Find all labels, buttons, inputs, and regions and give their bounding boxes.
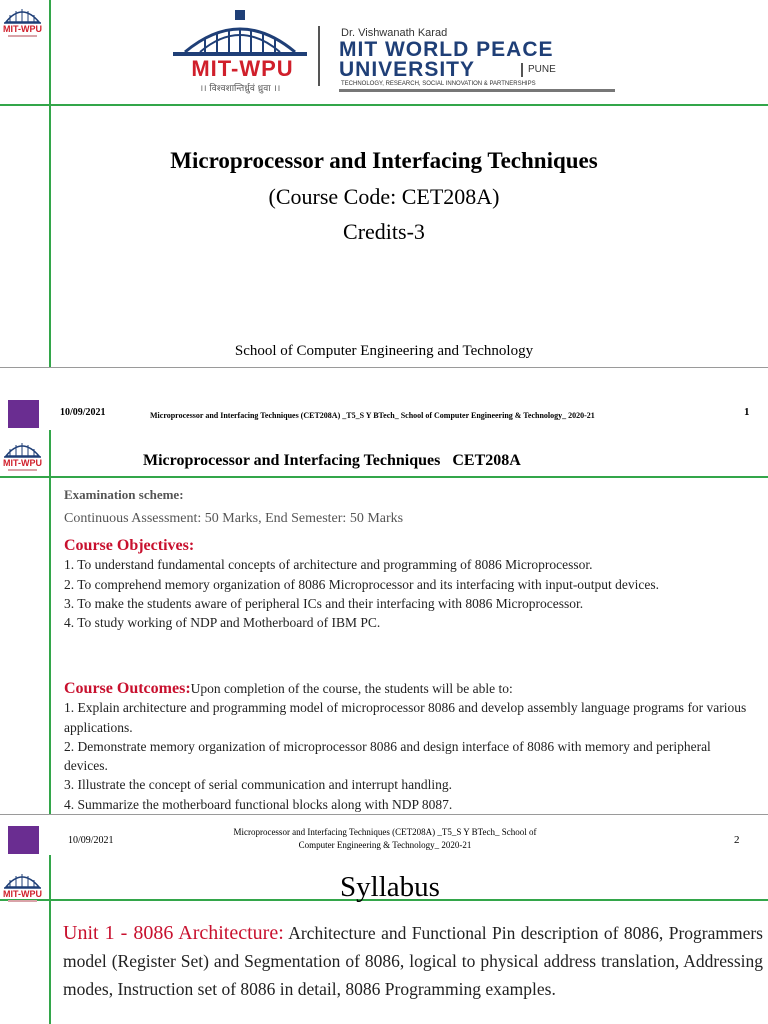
unit-1-description [63, 919, 763, 1003]
city-label: PUNE [528, 64, 556, 75]
founder-name: Dr. Vishwanath Karad [341, 27, 448, 39]
course-credits: Credits-3 [343, 219, 425, 244]
slide-2-footer-square [8, 826, 39, 854]
slide-1-footer-text: Microprocessor and Interfacing Techniques (CET208A) _T5_S Y BTech_ School of Computer Engineering & Technology_ 2020-21 [150, 411, 595, 420]
university-motto: TECHNOLOGY, RESEARCH, SOCIAL INNOVATION & PARTNERSHIPS [341, 81, 536, 87]
small-logo-text: MIT-WPU [3, 889, 42, 899]
small-logo-text: MIT-WPU [3, 24, 42, 34]
objective-item: 4. To study working of NDP and Motherboard of IBM PC. [64, 615, 381, 631]
outcomes-heading: Course Outcomes: [64, 680, 191, 697]
university-name-line1: MIT WORLD PEACE [339, 38, 554, 61]
dome-building-icon [165, 8, 315, 58]
outcomes-section [64, 679, 754, 814]
green-horizontal-line [0, 104, 768, 106]
small-logo [0, 2, 45, 44]
slide-2 [0, 368, 768, 814]
objective-item: 1. To understand fundamental concepts of architecture and programming of 8086 Microprocessor. [64, 557, 593, 573]
slide-2-title: Microprocessor and Interfacing Techniques CET208A [143, 452, 521, 469]
outcome-item: 1. Explain architecture and programming model of microprocessor 8086 and develop assembly language programs for various applications. [64, 700, 747, 735]
university-name-line2: UNIVERSITY [339, 58, 476, 81]
objective-item: 3. To make the students aware of peripheral ICs and their interfacing with 8086 Microprocessor. [64, 595, 584, 611]
outcome-item: 3. Illustrate the concept of serial communication and interrupt handling. [64, 777, 453, 793]
outcome-item: 2. Demonstrate memory organization of microprocessor 8086 and design interface of 8086 with memory and peripheral devices. [64, 738, 711, 774]
dome-icon [0, 2, 45, 26]
outcome-item: 4. Summarize the motherboard functional blocks along with NDP 8087. [64, 796, 453, 812]
outcomes-intro: Upon completion of the course, the students will be able to: [190, 681, 513, 696]
exam-scheme-text: Continuous Assessment: 50 Marks, End Semester: 50 Marks [64, 511, 404, 526]
slide-1-footer-date: 10/09/2021 [60, 407, 106, 418]
small-logo [0, 436, 45, 478]
school-name: School of Computer Engineering and Technology [234, 343, 534, 359]
slide-2-footer-text: Microprocessor and Interfacing Techniques (CET208A) _T5_S Y BTech_ School of Computer Engineering & Technology_ 2020-21 [233, 827, 537, 850]
unit-1-heading: Unit 1 - 8086 Architecture: [63, 922, 284, 944]
unit-1-text: Architecture and Functional Pin description of 8086, Programmers model (Register Set) and Segmentation of 8086, logical to physical address translation, Addressing modes, Instruction set of 8086 in detail, 8086 Programming examples. [63, 923, 763, 999]
logo-wordmark: MIT-WPU [191, 56, 294, 81]
slide-1 [0, 0, 768, 367]
objectives-section [64, 536, 754, 632]
logo-tagline: ।। विश्वशान्तिर्ध्रुवं ध्रुवा ।। [199, 84, 281, 94]
slide-3 [0, 815, 768, 1024]
slide-2-page-number: 2 [734, 834, 740, 846]
dome-icon [0, 436, 45, 460]
exam-scheme-label: Examination scheme: [64, 487, 184, 502]
objectives-heading: Course Objectives: [64, 537, 195, 554]
green-horizontal-line [0, 476, 768, 478]
green-vertical-line [49, 430, 51, 814]
university-logo [165, 8, 315, 94]
syllabus-title: Syllabus [340, 871, 440, 903]
course-title: Microprocessor and Interfacing Techniques [170, 148, 598, 173]
slide-2-footer-date: 10/09/2021 [68, 835, 114, 846]
slide-1-page-number: 1 [744, 406, 750, 418]
objective-item: 2. To comprehend memory organization of 8086 Microprocessor and its interfacing with input-output devices. [64, 576, 660, 592]
small-logo-text: MIT-WPU [3, 458, 42, 468]
slide-1-footer-square [8, 400, 39, 428]
course-code: (Course Code: CET208A) [268, 184, 500, 209]
